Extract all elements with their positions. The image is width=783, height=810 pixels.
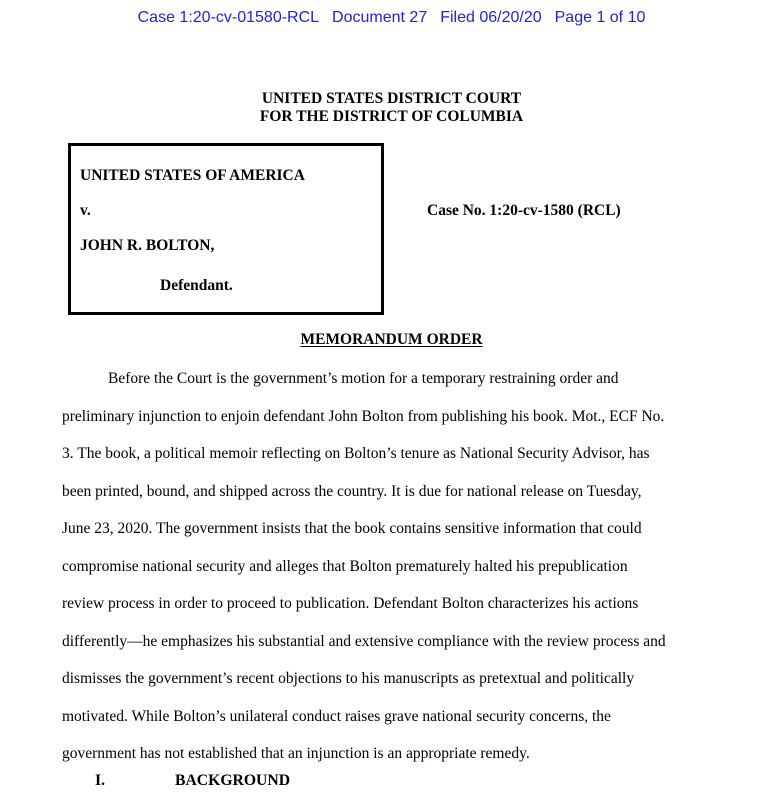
court-name-line2: FOR THE DISTRICT OF COLUMBIA: [259, 107, 524, 125]
body-line: 3. The book, a political memoir reflecting on Bolton’s tenure as National Security Advisor, has: [62, 445, 650, 462]
body-line: preliminary injunction to enjoin defendant John Bolton from publishing his book. Mot., ECF No.: [62, 407, 665, 425]
versus-label: v.: [80, 202, 91, 219]
ecf-stamp-filed: Filed 06/20/20: [440, 9, 542, 26]
section-title: BACKGROUND: [175, 772, 291, 789]
plaintiff-name: UNITED STATES OF AMERICA: [80, 167, 305, 184]
body-line: June 23, 2020. The government insists that the book contains sensitive information that could: [62, 520, 642, 537]
body-line: dismisses the government’s recent objections to his manuscripts as pretextual and politically: [62, 670, 635, 687]
body-line: review process in order to proceed to publication. Defendant Bolton characterizes his actions: [62, 595, 639, 612]
body-line: been printed, bound, and shipped across the country. It is due for national release on Tuesday,: [62, 482, 642, 500]
ecf-stamp: [0, 9, 783, 27]
caption-box: [68, 143, 384, 315]
order-title: MEMORANDUM ORDER: [300, 331, 483, 348]
court-name-line1: UNITED STATES DISTRICT COURT: [261, 90, 522, 107]
body-line: government has not established that an injunction is an appropriate remedy.: [62, 745, 530, 762]
body-line: motivated. While Bolton’s unilateral conduct raises grave national security concerns, the: [62, 707, 611, 725]
ecf-stamp-document: Document 27: [332, 9, 428, 26]
ecf-stamp-page: Page 1 of 10: [554, 9, 646, 26]
defendant-name: JOHN R. BOLTON,: [80, 237, 215, 254]
body-paragraph: [62, 360, 732, 773]
section-heading-background: [95, 772, 290, 790]
order-title-row: [0, 331, 783, 349]
case-number: Case No. 1:20-cv-1580 (RCL): [427, 202, 621, 219]
body-line: Before the Court is the government’s motion for a temporary restraining order and: [108, 370, 619, 387]
court-name: [0, 90, 783, 125]
section-numeral: I.: [95, 772, 106, 789]
ecf-stamp-case: Case 1:20-cv-01580-RCL: [137, 9, 320, 26]
body-line: differently—he emphasizes his substantial and extensive compliance with the review process and: [62, 632, 666, 650]
defendant-label: Defendant.: [160, 277, 233, 294]
body-line: compromise national security and alleges that Bolton prematurely halted his prepublication: [62, 557, 628, 575]
